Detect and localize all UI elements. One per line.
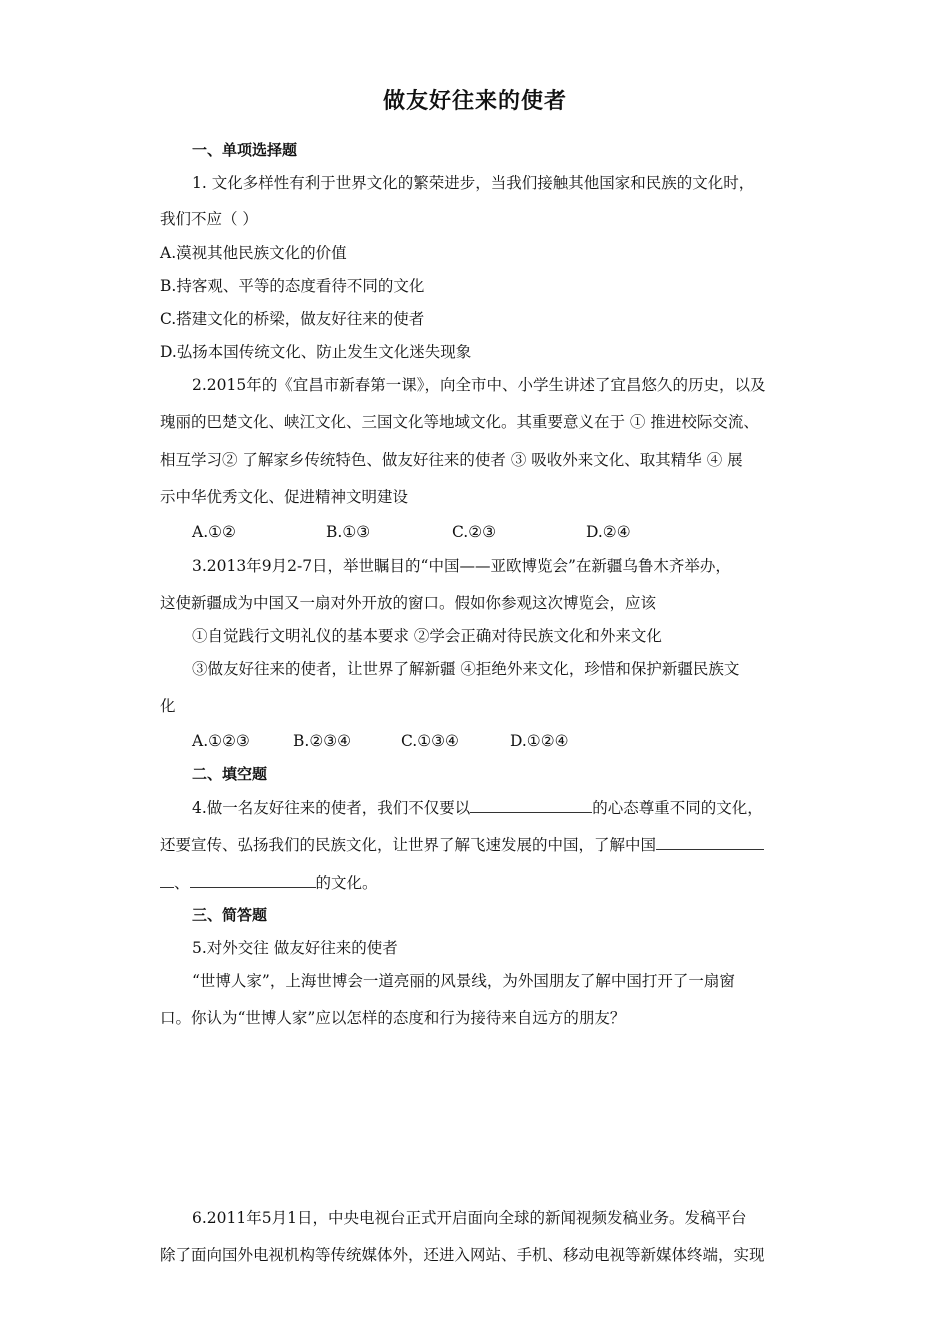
question-2-line-4: 示中华优秀文化、促进精神文明建设 (160, 488, 409, 506)
question-3-options (192, 730, 800, 752)
answer-blank-2[interactable] (656, 833, 764, 850)
section-heading-short-answer: 三、简答题 (192, 906, 268, 924)
page-title: 做友好往来的使者 (382, 89, 567, 114)
question-2-line-3: 相互学习② 了解家乡传统特色、做友好往来的使者 ③ 吸收外来文化、取其精华 ④ 展 (160, 451, 743, 469)
answer-blank-2-continued[interactable] (160, 871, 174, 888)
question-5-line-3: 口。你认为“世博人家”应以怎样的态度和行为接待来自远方的朋友？ (160, 1009, 626, 1027)
question-2-line-2: 瑰丽的巴楚文化、峡江文化、三国文化等地域文化。其重要意义在于 ① 推进校际交流、 (160, 413, 759, 431)
question-1-option-d: D.弘扬本国传统文化、防止发生文化迷失现象 (160, 343, 472, 361)
question-3-line-5: 化 (160, 697, 176, 715)
question-1-line-2: 我们不应（ ） (160, 210, 258, 228)
question-5-line-2: “世博人家”，上海世博会一道亮丽的风景线，为外国朋友了解中国打开了一扇窗 (192, 972, 735, 990)
question-1-option-a: A.漠视其他民族文化的价值 (160, 244, 347, 262)
question-2-option-b: B.①③ (326, 523, 371, 541)
question-2-option-a: A.①② (192, 523, 236, 541)
question-3-option-b: B.②③④ (293, 732, 352, 750)
question-2-line-1: 2.2015年的《宜昌市新春第一课》，向全市中、小学生讲述了宜昌悠久的历史，以及 (192, 376, 766, 394)
question-4-text-part-1: 4.做一名友好往来的使者，我们不仅要以 (192, 799, 471, 817)
question-1-option-b: B.持客观、平等的态度看待不同的文化 (160, 277, 425, 295)
question-3-option-c: C.①③④ (401, 732, 459, 750)
section-heading-fill-blank: 二、填空题 (192, 765, 268, 783)
question-3-line-1: 3.2013年9月2-7日，举世瞩目的“中国——亚欧博览会”在新疆乌鲁木齐举办， (192, 557, 731, 575)
answer-blank-1[interactable] (470, 796, 592, 813)
question-4-line-2-text: 还要宣传、弘扬我们的民族文化，让世界了解飞速发展的中国，了解中国 (160, 836, 657, 854)
question-4-line-2 (160, 833, 800, 856)
question-4-line-3-text: 的文化。 (315, 874, 378, 892)
question-4-line-1 (192, 796, 800, 819)
question-4-line-3 (160, 871, 800, 894)
question-6-line-2: 除了面向国外电视机构等传统媒体外，还进入网站、手机、移动电视等新媒体终端，实现 (160, 1246, 765, 1264)
question-1-option-c: C.搭建文化的桥梁，做友好往来的使者 (160, 310, 425, 328)
answer-blank-3[interactable] (190, 871, 316, 888)
question-3-line-2: 这使新疆成为中国又一扇对外开放的窗口。假如你参观这次博览会，应该 (160, 594, 657, 612)
question-5-line-1: 5.对外交往 做友好往来的使者 (192, 939, 398, 957)
question-3-line-3: ①自觉践行文明礼仪的基本要求 ②学会正确对待民族文化和外来文化 (192, 627, 662, 645)
question-4-separator: 、 (174, 874, 190, 892)
question-3-option-d: D.①②④ (510, 732, 569, 750)
question-2-option-c: C.②③ (452, 523, 497, 541)
section-heading-single-choice: 一、单项选择题 (192, 141, 298, 159)
question-1-line-1: 1. 文化多样性有利于世界文化的繁荣进步，当我们接触其他国家和民族的文化时， (192, 174, 755, 192)
question-2-options (192, 521, 800, 543)
question-4-text-part-2: 的心态尊重不同的文化， (592, 799, 763, 817)
question-2-option-d: D.②④ (586, 523, 631, 541)
question-6-line-1: 6.2011年5月1日，中央电视台正式开启面向全球的新闻视频发稿业务。发稿平台 (192, 1209, 747, 1227)
question-3-option-a: A.①②③ (192, 732, 250, 750)
question-3-line-4: ③做友好往来的使者，让世界了解新疆 ④拒绝外来文化，珍惜和保护新疆民族文 (192, 660, 740, 678)
